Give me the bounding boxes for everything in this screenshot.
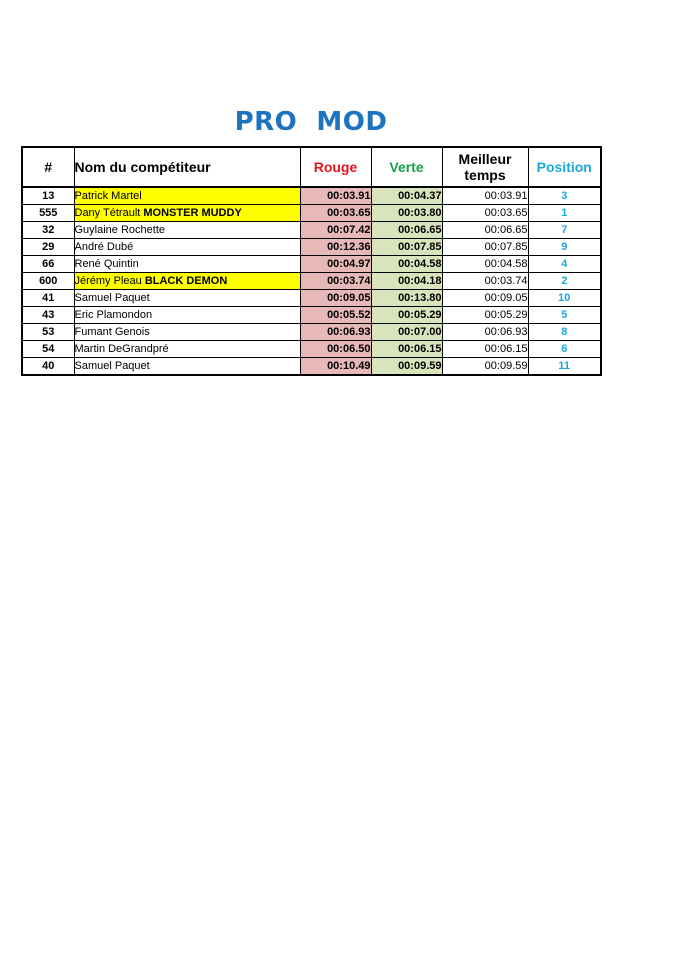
table-row bbox=[22, 273, 601, 290]
cell-verte-time: 00:06.65 bbox=[371, 222, 442, 239]
header-best-time bbox=[442, 147, 528, 187]
cell-competitor-name bbox=[74, 324, 300, 341]
cell-rouge-time: 00:03.74 bbox=[300, 273, 371, 290]
cell-number: 29 bbox=[22, 239, 74, 256]
cell-position: 7 bbox=[528, 222, 601, 239]
cell-rouge-time: 00:05.52 bbox=[300, 307, 371, 324]
header-verte: Verte bbox=[371, 147, 442, 187]
cell-verte-time: 00:03.80 bbox=[371, 205, 442, 222]
header-best-line1: Meilleur bbox=[458, 151, 512, 167]
cell-competitor-name bbox=[74, 358, 300, 376]
cell-position: 5 bbox=[528, 307, 601, 324]
cell-position: 3 bbox=[528, 187, 601, 205]
cell-position: 11 bbox=[528, 358, 601, 376]
cell-verte-time: 00:04.58 bbox=[371, 256, 442, 273]
cell-rouge-time: 00:10.49 bbox=[300, 358, 371, 376]
cell-best-time: 00:06.65 bbox=[442, 222, 528, 239]
header-position: Position bbox=[528, 147, 601, 187]
cell-best-time: 00:07.85 bbox=[442, 239, 528, 256]
cell-best-time: 00:06.15 bbox=[442, 341, 528, 358]
table-row bbox=[22, 307, 601, 324]
table-header bbox=[22, 147, 601, 187]
cell-verte-time: 00:07.85 bbox=[371, 239, 442, 256]
cell-number: 13 bbox=[22, 187, 74, 205]
competitor-name: Jérémy Pleau bbox=[74, 275, 145, 287]
table-row bbox=[22, 222, 601, 239]
cell-number: 66 bbox=[22, 256, 74, 273]
table-row bbox=[22, 358, 601, 376]
cell-position: 4 bbox=[528, 256, 601, 273]
cell-position: 10 bbox=[528, 290, 601, 307]
cell-number: 32 bbox=[22, 222, 74, 239]
vehicle-name: BLACK DEMON bbox=[144, 275, 228, 287]
header-number: # bbox=[22, 147, 74, 187]
cell-position: 6 bbox=[528, 341, 601, 358]
page-title: PRO MOD bbox=[234, 107, 388, 137]
cell-best-time: 00:09.05 bbox=[442, 290, 528, 307]
cell-competitor-name bbox=[74, 341, 300, 358]
cell-competitor-name bbox=[74, 222, 300, 239]
header-best-line2: temps bbox=[464, 167, 506, 183]
cell-number: 600 bbox=[22, 273, 74, 290]
cell-competitor-name bbox=[74, 290, 300, 307]
cell-position: 8 bbox=[528, 324, 601, 341]
table-row bbox=[22, 256, 601, 273]
cell-verte-time: 00:13.80 bbox=[371, 290, 442, 307]
cell-competitor-name bbox=[74, 187, 300, 205]
competitor-name: Patrick Martel bbox=[74, 190, 142, 202]
table-row bbox=[22, 239, 601, 256]
cell-best-time: 00:04.58 bbox=[442, 256, 528, 273]
cell-verte-time: 00:04.37 bbox=[371, 187, 442, 205]
cell-competitor-name bbox=[74, 256, 300, 273]
competitor-name: Eric Plamondon bbox=[74, 309, 153, 321]
table-row bbox=[22, 290, 601, 307]
competitor-name: Guylaine Rochette bbox=[74, 224, 165, 236]
cell-number: 53 bbox=[22, 324, 74, 341]
cell-number: 40 bbox=[22, 358, 74, 376]
cell-position: 9 bbox=[528, 239, 601, 256]
header-name: Nom du compétiteur bbox=[74, 147, 300, 187]
header-rouge: Rouge bbox=[300, 147, 371, 187]
table-row bbox=[22, 341, 601, 358]
cell-rouge-time: 00:03.65 bbox=[300, 205, 371, 222]
cell-rouge-time: 00:03.91 bbox=[300, 187, 371, 205]
competitor-name: Martin DeGrandpré bbox=[74, 343, 169, 355]
competitor-name: Samuel Paquet bbox=[74, 360, 150, 372]
table-row bbox=[22, 205, 601, 222]
cell-competitor-name bbox=[74, 307, 300, 324]
cell-best-time: 00:05.29 bbox=[442, 307, 528, 324]
cell-number: 54 bbox=[22, 341, 74, 358]
cell-rouge-time: 00:12.36 bbox=[300, 239, 371, 256]
cell-best-time: 00:09.59 bbox=[442, 358, 528, 376]
cell-verte-time: 00:07.00 bbox=[371, 324, 442, 341]
cell-rouge-time: 00:07.42 bbox=[300, 222, 371, 239]
cell-best-time: 00:03.91 bbox=[442, 187, 528, 205]
cell-competitor-name bbox=[74, 205, 300, 222]
table-row bbox=[22, 187, 601, 205]
competitor-name: Dany Tétrault bbox=[74, 207, 144, 219]
cell-verte-time: 00:06.15 bbox=[371, 341, 442, 358]
cell-competitor-name bbox=[74, 239, 300, 256]
cell-position: 2 bbox=[528, 273, 601, 290]
competitor-name: René Quintin bbox=[74, 258, 139, 270]
competitor-name: Fumant Genois bbox=[74, 326, 150, 338]
cell-verte-time: 00:04.18 bbox=[371, 273, 442, 290]
cell-rouge-time: 00:04.97 bbox=[300, 256, 371, 273]
header-row bbox=[22, 147, 601, 187]
cell-best-time: 00:06.93 bbox=[442, 324, 528, 341]
cell-position: 1 bbox=[528, 205, 601, 222]
competitor-name: André Dubé bbox=[74, 241, 134, 253]
table-body bbox=[22, 187, 601, 375]
cell-rouge-time: 00:09.05 bbox=[300, 290, 371, 307]
vehicle-name: MONSTER MUDDY bbox=[143, 207, 242, 219]
table-row bbox=[22, 324, 601, 341]
cell-rouge-time: 00:06.93 bbox=[300, 324, 371, 341]
cell-rouge-time: 00:06.50 bbox=[300, 341, 371, 358]
competitor-name: Samuel Paquet bbox=[74, 292, 150, 304]
cell-number: 555 bbox=[22, 205, 74, 222]
cell-best-time: 00:03.65 bbox=[442, 205, 528, 222]
cell-number: 43 bbox=[22, 307, 74, 324]
cell-number: 41 bbox=[22, 290, 74, 307]
cell-competitor-name bbox=[74, 273, 300, 290]
cell-verte-time: 00:05.29 bbox=[371, 307, 442, 324]
cell-best-time: 00:03.74 bbox=[442, 273, 528, 290]
results-table bbox=[21, 146, 602, 376]
cell-verte-time: 00:09.59 bbox=[371, 358, 442, 376]
